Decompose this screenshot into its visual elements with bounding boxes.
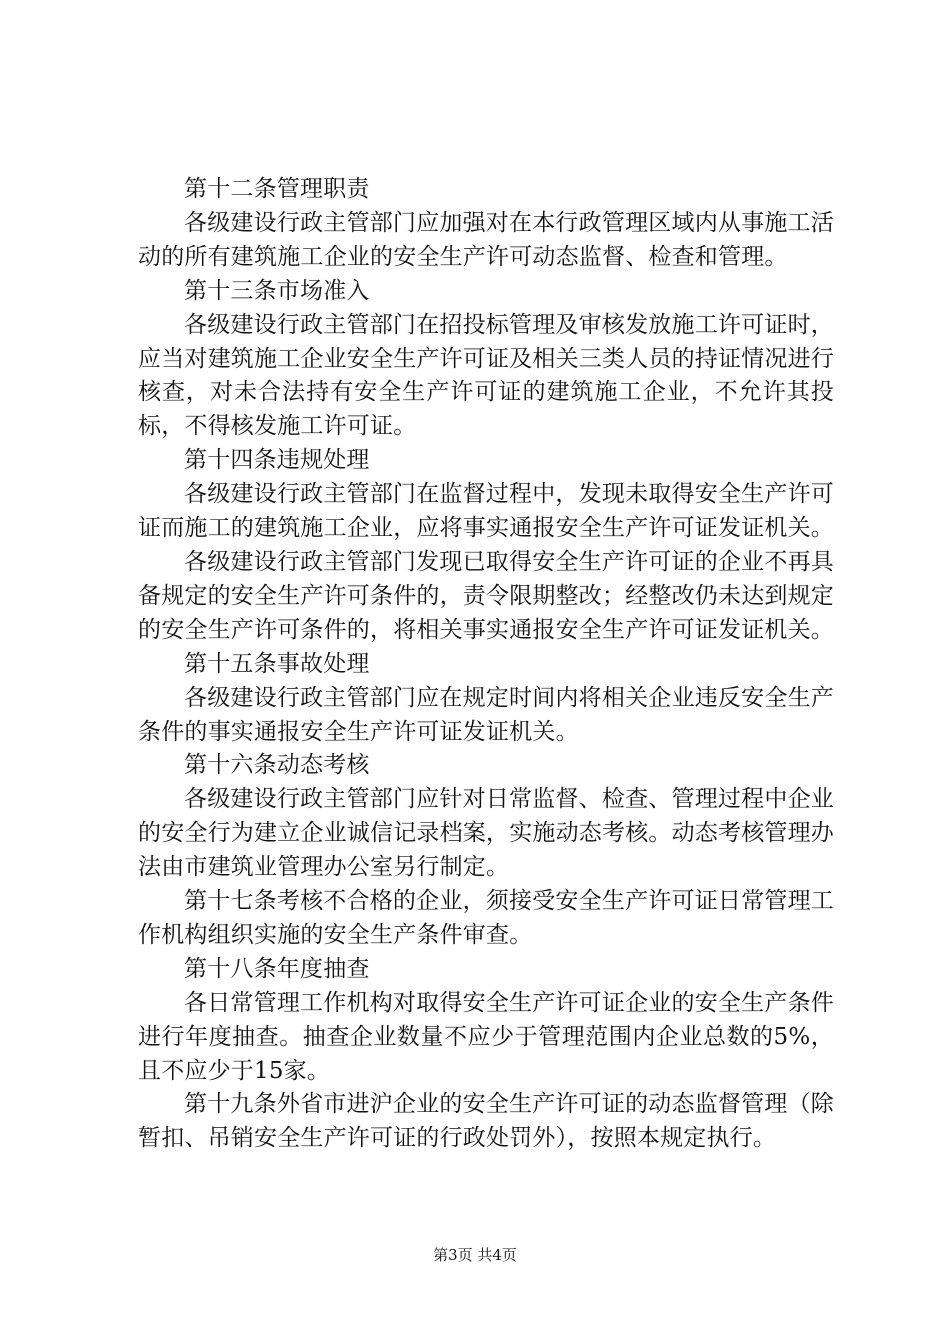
article-12-heading: 第十二条管理职责: [184, 176, 370, 202]
article-14-text-2: 各级建设行政主管部门发现已取得安全生产许可证的企业不再具备规定的安全生产许可条件的，责令限期整改；经整改仍未达到规定的安全生产许可条件的，将相关事实通报安全生产许可证发证机关。: [138, 548, 834, 643]
article-19-text: 第十九条外省市进沪企业的安全生产许可证的动态监督管理（除暂扣、吊销安全生产许可证的行政处罚外），按照本规定执行。: [138, 1091, 834, 1152]
article-13-text: 各级建设行政主管部门在招投标管理及审核发放施工许可证时，应当对建筑施工企业安全生产许可证及相关三类人员的持证情况进行核查，对未合法持有安全生产许可证的建筑施工企业，不允许其投标，不得核发施工许可证。: [138, 311, 834, 440]
article-15-text: 各级建设行政主管部门应在规定时间内将相关企业违反安全生产条件的事实通报安全生产许可证发证机关。: [138, 684, 834, 745]
article-16-heading: 第十六条动态考核: [184, 752, 370, 779]
article-14-heading: 第十四条违规处理: [184, 447, 370, 474]
article-17-text: 第十七条考核不合格的企业，须接受安全生产许可证日常管理工作机构组织实施的安全生产条件审查。: [138, 888, 834, 948]
article-15-heading: 第十五条事故处理: [184, 650, 370, 677]
page-footer: 第3页 共4页: [433, 1246, 517, 1264]
article-12-text: 各级建设行政主管部门应加强对在本行政管理区域内从事施工活动的所有建筑施工企业的安全生产许可动态监督、检查和管理。: [138, 209, 834, 270]
article-14-text-1: 各级建设行政主管部门在监督过程中，发现未取得安全生产许可证而施工的建筑施工企业，应将事实通报安全生产许可证发证机关。: [138, 481, 834, 542]
document-body: [138, 173, 834, 1156]
article-16-text: 各级建设行政主管部门应针对日常监督、检查、管理过程中企业的安全行为建立企业诚信记录档案，实施动态考核。动态考核管理办法由市建筑业管理办公室另行制定。: [138, 786, 834, 881]
article-13-heading: 第十三条市场准入: [184, 277, 370, 304]
article-18-heading: 第十八条年度抽查: [184, 955, 370, 982]
article-18-text: 各日常管理工作机构对取得安全生产许可证企业的安全生产条件进行年度抽查。抽查企业数量不应少于管理范围内企业总数的5%，且不应少于15家。: [138, 989, 834, 1084]
